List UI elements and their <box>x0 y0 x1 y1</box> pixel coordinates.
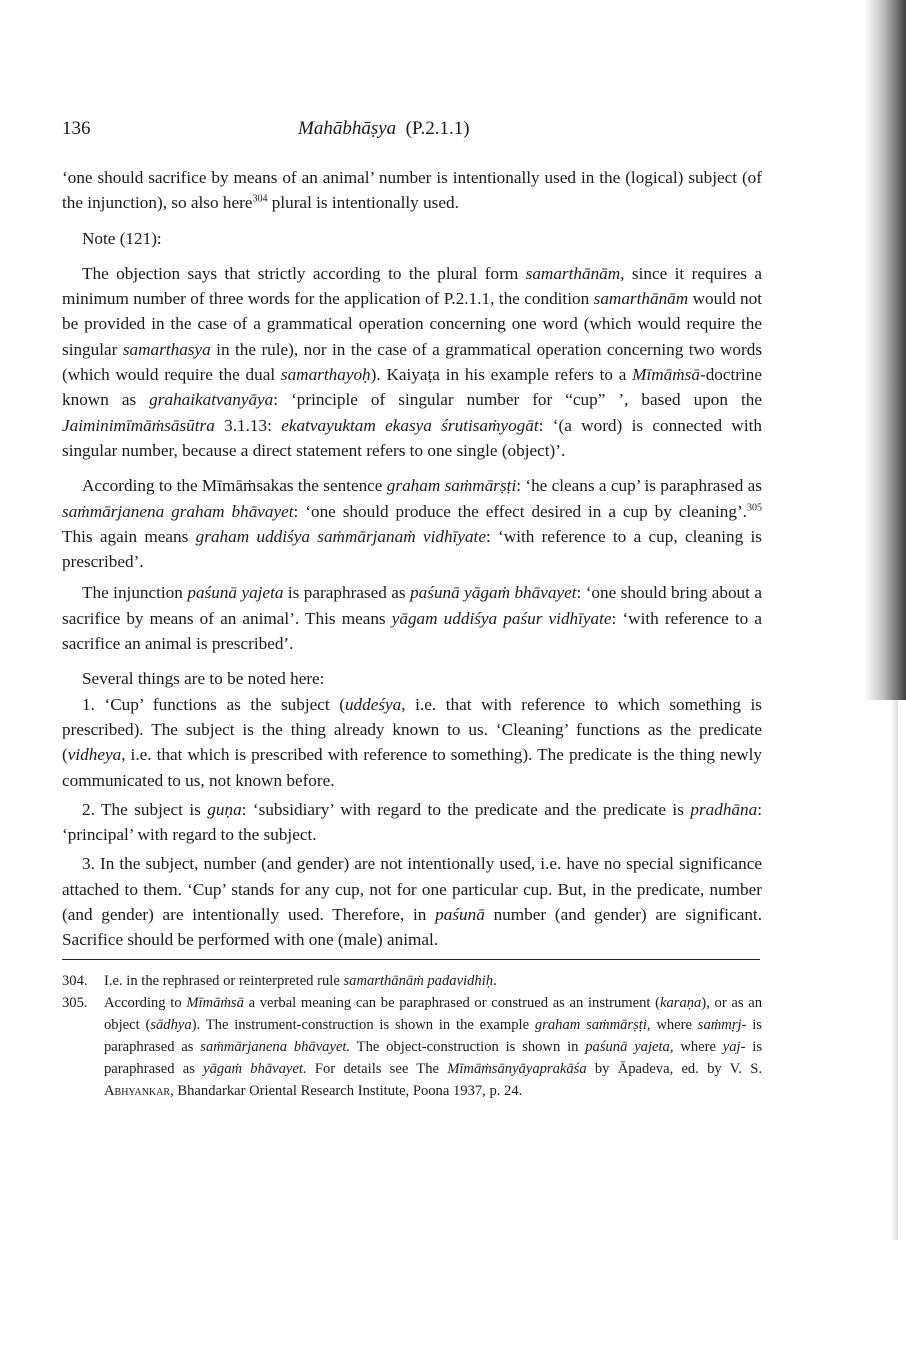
note-heading <box>62 226 762 251</box>
italic-term: pradhāna <box>690 799 758 819</box>
text-run: since it requires a minimum number of three words for the application of P.2.1.1, the condition <box>62 263 762 309</box>
paragraph-several-things <box>62 666 762 691</box>
text-run: : ‘principle of singular number for “cup” ’, based upon the <box>273 390 763 410</box>
footnote-number: 304. <box>62 972 88 989</box>
footnote-reference: 305 <box>746 501 762 513</box>
text-run: Abhyankar <box>104 1082 171 1099</box>
paragraph-injunction <box>62 580 762 656</box>
text-run: : ‘subsidiary’ with regard to the predicate and the predicate is <box>241 799 691 819</box>
text-run: plural is intentionally used. <box>267 193 459 213</box>
text-run: Note (121): <box>82 228 162 248</box>
text-run: The object-construction is shown in <box>350 1038 586 1055</box>
italic-term: saṁmārjanena bhāvayet. <box>200 1038 351 1055</box>
italic-term: samarthānām <box>593 289 689 309</box>
text-run: For details see The <box>306 1060 448 1077</box>
text-run: : ‘principal’ with regard to the subject. <box>62 799 762 845</box>
page-number: 136 <box>62 118 91 139</box>
italic-term: sādhya <box>150 1016 192 1033</box>
text-run: The injunction <box>82 583 188 603</box>
footnote-reference: 304 <box>252 193 268 205</box>
text-run: I.e. in the rephrased or reinterpreted rule <box>104 972 344 989</box>
main-text <box>62 165 762 953</box>
italic-term: Mīmāṁsā <box>186 994 244 1011</box>
text-run: would not be provided in the case of a grammatical operation concerning one word (which would require the singular <box>62 289 762 359</box>
list-item-3 <box>62 851 762 952</box>
italic-term: graham saṁmārṣṭi, <box>534 1016 651 1033</box>
italic-term: paśunā yajeta, <box>585 1038 674 1055</box>
running-title <box>298 118 470 140</box>
italic-term: graham saṁmārṣṭi <box>386 476 517 496</box>
italic-term: paśunā <box>435 905 485 925</box>
footnote-text <box>104 992 762 1102</box>
text-run: number (and gender) are significant. Sacrifice should be performed with one (male) animal. <box>62 905 762 950</box>
italic-term: yaj- <box>722 1038 746 1055</box>
paragraph-continuation <box>62 165 762 216</box>
text-run: by Āpadeva, ed. by V. S. <box>586 1060 762 1077</box>
footnote-rule <box>62 959 760 960</box>
text-run: ‘one should sacrifice by means of an animal’ number is intentionally used in the (logical) subject (of the injunction), so also here <box>62 168 762 213</box>
text-run: : ‘(a word) is connected with singular number, because a direct statement refers to one single (object)’. <box>62 415 762 460</box>
text-run: 3.1.13: <box>214 415 282 435</box>
italic-term: graham uddiśya saṁmārjanaṁ vidhīyate <box>195 526 486 546</box>
italic-term: samarthānām, <box>525 263 625 283</box>
text-run: ). Kaiyaṭa in his example refers to a <box>370 365 633 385</box>
text-run: : ‘one should produce the effect desired in a cup by cleaning’. <box>293 501 747 521</box>
italic-term: Mīmāṁsānyāyaprakāśa <box>447 1060 587 1077</box>
paragraph-objection <box>62 261 762 463</box>
footnote-304 <box>62 970 762 992</box>
text-run: , i.e. that with reference to which something is prescribed). The subject is the thing already known to us. ‘Cleaning’ functions as the predicate ( <box>62 694 762 765</box>
text-run: ), or as an object ( <box>104 994 763 1033</box>
text-run: ). The instrument-construction is shown in the example <box>191 1016 535 1033</box>
text-run: : ‘he cleans a cup’ is paraphrased as <box>516 476 762 496</box>
text-run: : ‘one should bring about a sacrifice by means of an animal’. This means <box>62 583 762 628</box>
text-run: where <box>650 1016 698 1033</box>
text-run: is paraphrased as <box>283 583 411 603</box>
italic-term: Mīmāṁsā <box>632 365 700 385</box>
scan-shadow-edge <box>864 0 906 700</box>
text-run: According to the Mīmāṁsakas the sentence <box>82 476 387 496</box>
italic-term: uddeśya <box>344 694 402 714</box>
running-title-work: Mahābhāṣya <box>298 118 397 139</box>
text-run: : ‘with reference to a sacrifice an animal is prescribed’. <box>62 608 762 654</box>
footnote-305 <box>62 992 762 1102</box>
scan-shadow-edge-lower <box>890 700 898 1240</box>
italic-term: samarthānāṁ padavidhiḥ <box>343 972 494 989</box>
list-item-1 <box>62 692 762 793</box>
text-run: a verbal meaning can be paraphrased or construed as an instrument ( <box>243 994 660 1011</box>
footnotes <box>62 970 762 1102</box>
list-item-2 <box>62 797 762 848</box>
italic-term: samarthasya <box>122 339 211 359</box>
footnote-text <box>104 970 762 992</box>
italic-term: vidheya <box>67 745 122 765</box>
footnote-number: 305. <box>62 994 88 1011</box>
italic-term: Jaiminimīmāṁsāsūtra <box>62 415 215 435</box>
text-run: . <box>493 972 497 989</box>
text-run: is paraphrased as <box>104 1038 763 1077</box>
paragraph-mimamsakas <box>62 473 762 574</box>
italic-term: karaṇa <box>659 994 702 1011</box>
text-run: -doctrine known as <box>62 365 763 410</box>
italic-term: paśunā yajeta <box>187 583 284 603</box>
text-run: Several things are to be noted here: <box>82 669 325 689</box>
text-run: , Bhandarkar Oriental Research Institute, Poona 1937, p. 24. <box>170 1082 523 1099</box>
text-run: 3. In the subject, number (and gender) are not intentionally used, i.e. have no special significance attached to them. ‘Cup’ stands for any cup, not for one particular cup. But, in the predicate, number (and gender) are intentionally used. Therefore, in <box>62 854 762 925</box>
text-run: where <box>673 1038 723 1055</box>
text-run: 1. ‘Cup’ functions as the subject ( <box>82 694 345 714</box>
italic-term: saṁmārjanena graham bhāvayet <box>62 501 294 521</box>
page <box>62 112 762 1102</box>
text-run: , i.e. that which is prescribed with reference to something). The predicate is the thing newly communicated to us, not known before. <box>62 745 762 790</box>
italic-term: samarthayoḥ <box>280 365 371 385</box>
running-header <box>62 112 762 146</box>
italic-term: paśunā yāgaṁ bhāvayet <box>410 583 577 603</box>
italic-term: saṁmṛj- <box>697 1016 747 1033</box>
italic-term: yāgam uddiśya paśur vidhīyate <box>391 608 612 628</box>
text-run: This again means <box>62 526 196 546</box>
text-run: According to <box>104 994 187 1011</box>
running-title-reference: (P.2.1.1) <box>405 118 470 139</box>
italic-term: ekatvayuktam ekasya śrutisaṁyogāt <box>281 415 539 435</box>
italic-term: grahaikatvanyāya <box>149 390 274 410</box>
text-run: is paraphrased as <box>104 1016 762 1055</box>
text-run: The objection says that strictly according to the plural form <box>82 263 526 283</box>
text-run: in the rule), nor in the case of a grammatical operation concerning two words (which would require the dual <box>62 339 763 385</box>
italic-term: guṇa <box>207 799 242 819</box>
text-run: 2. The subject is <box>82 799 208 819</box>
text-run: : ‘with reference to a cup, cleaning is prescribed’. <box>62 526 762 572</box>
italic-term: yāgaṁ bhāvayet. <box>203 1060 307 1077</box>
